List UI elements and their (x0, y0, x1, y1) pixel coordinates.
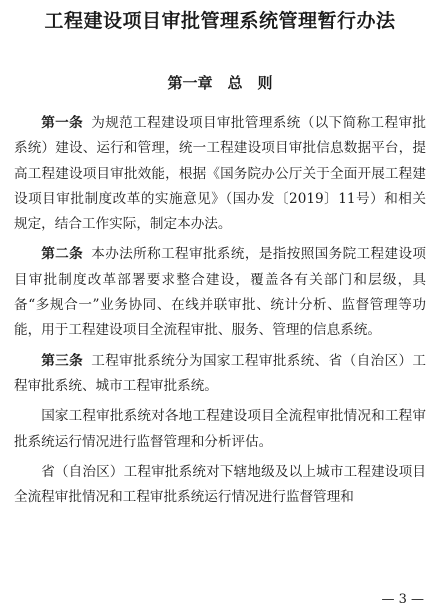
article-3-paragraph (14, 349, 426, 400)
article-label: 第二条 (41, 246, 84, 263)
article-label: 第一条 (41, 115, 84, 131)
paragraph-text: 工程审批系统分为国家工程审批系统、省（自治区）工程审批系统、城市工程审批系统。 (14, 352, 427, 394)
paragraph-text: 国家工程审批系统对各地工程建设项目全流程审批情况和工程审批系统运行情况进行监督管理和分析评估。 (14, 408, 426, 450)
paragraph-text: 为规范工程建设项目审批管理系统（以下简称工程审批系统）建设、运行和管理，统一工程建设项目审批信息数据平台，提高工程建设项目审批效能，根据《国务院办公厅关于全面开展工程建设项目审批制度改革的实施意见》（国办发〔2019〕11号）和相关规定，结合工作实际，制定本办法。 (14, 115, 427, 233)
provincial-system-paragraph (14, 460, 426, 511)
article-2-paragraph (14, 242, 426, 343)
page-number: — 3 — (381, 592, 424, 607)
document-body (14, 111, 426, 515)
article-label: 第三条 (41, 352, 84, 369)
chapter-heading: 第一章 总 则 (167, 74, 273, 92)
paragraph-text: 本办法所称工程审批系统，是指按照国务院工程建设项目审批制度改革部署要求整合建设，覆盖各有关部门和层级，具备“多规合一”业务协同、在线并联审批、统计分析、监督管理等功能，用于工程建设项目全流程审批、服务、管理的信息系统。 (14, 246, 427, 339)
national-system-paragraph (14, 404, 426, 455)
article-1-paragraph (14, 111, 426, 237)
document-title: 工程建设项目审批管理系统管理暂行办法 (44, 10, 396, 32)
paragraph-text: 省（自治区）工程审批系统对下辖地级及以上城市工程建设项目全流程审批情况和工程审批系统运行情况进行监督管理和 (14, 463, 426, 506)
